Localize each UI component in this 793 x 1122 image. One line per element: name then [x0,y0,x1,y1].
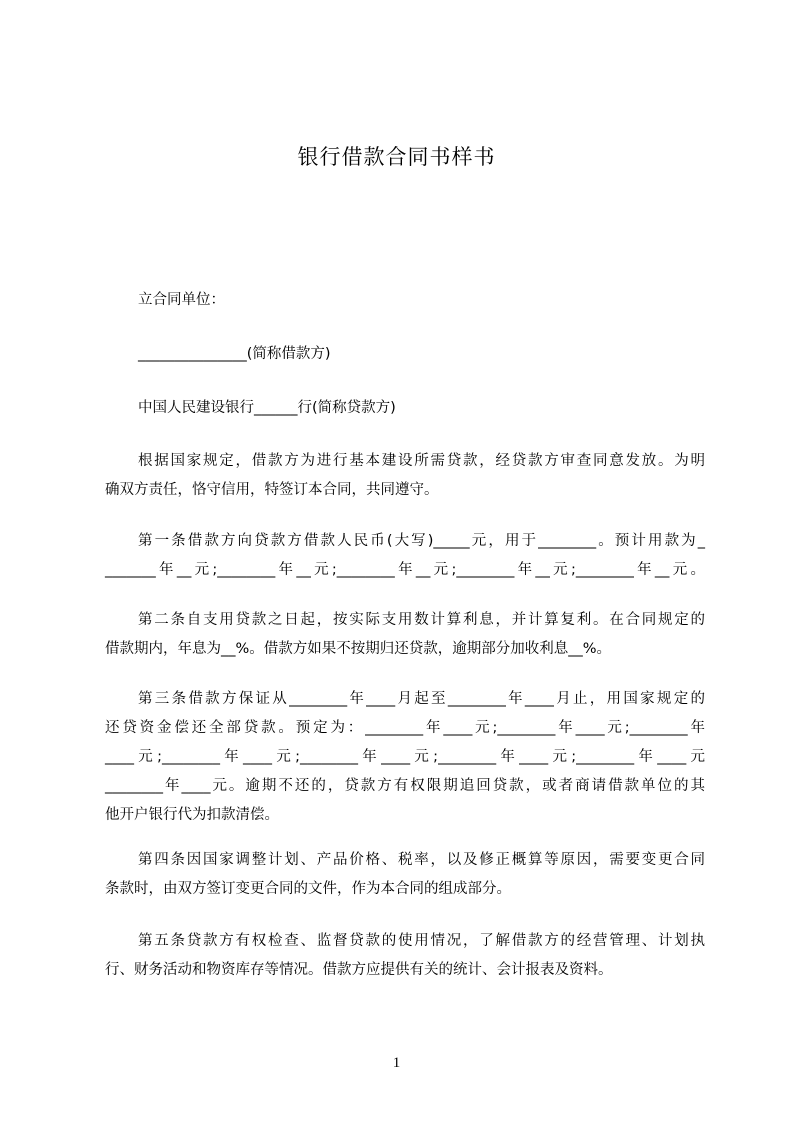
document-title: 银行借款合同书样书 [297,145,496,169]
paragraph-line: 中国人民建设银行______行(简称贷款方) [138,400,396,416]
paragraph-line: 条款时，由双方签订变更合同的文件，作为本合同的组成部分。 [105,881,511,897]
paragraph-line: 还贷资金偿还全部贷款。预定为：________年____元;________年____元;________年 [105,720,705,736]
paragraph-article-2 [105,606,705,664]
paragraph-line: 第三条借款方保证从________年____月起至________年____月止，用国家规定的 [138,691,705,707]
paragraph-line: 确双方责任，恪守信用，特签订本合同，共同遵守。 [105,482,439,498]
paragraph-article-5 [105,927,705,985]
paragraph-contract-parties [105,286,705,315]
paragraph-article-1 [105,527,705,585]
paragraph-line: _______________(简称借款方) [138,346,331,362]
paragraph-article-3 [105,685,705,830]
paragraph-preamble [105,447,705,505]
paragraph-line: 第一条借款方向贷款方借款人民币(大写)_____元，用于________。预计用款为_ [138,533,705,549]
paragraph-article-4 [105,846,705,904]
paragraph-line: 第五条贷款方有权检查、监督贷款的使用情况，了解借款方的经营管理、计划执 [138,933,705,949]
paragraph-line: _______年__元;________年__元;________年__元;________年__元;________年__元。 [105,562,705,578]
paragraph-line: 根据国家规定，借款方为进行基本建设所需贷款，经贷款方审查同意发放。为明 [138,453,705,469]
paragraph-borrower [105,340,705,369]
page-number: 1 [392,1055,401,1071]
paragraph-line: 立合同单位： [138,292,225,308]
paragraph-line: 行、财务活动和物资库存等情况。借款方应提供有关的统计、会计报表及资料。 [105,962,613,978]
paragraph-line: 借款期内，年息为__%。借款方如果不按期归还贷款，逾期部分加收利息__%。 [105,641,612,657]
paragraph-lender [105,394,705,423]
paragraph-line: 第二条自支用贷款之日起，按实际支用数计算利息，并计算复利。在合同规定的 [138,612,705,628]
paragraph-line: ________年____元。逾期不还的，贷款方有权限期追回贷款，或者商请借款单位的其 [105,778,705,794]
paragraph-line: ____元;________年____元;________年____元;________年____元;________年____元 [105,749,705,765]
paragraph-line: 第四条因国家调整计划、产品价格、税率，以及修正概算等原因，需要变更合同 [138,852,705,868]
paragraph-line: 他开户银行代为扣款清偿。 [105,807,279,823]
